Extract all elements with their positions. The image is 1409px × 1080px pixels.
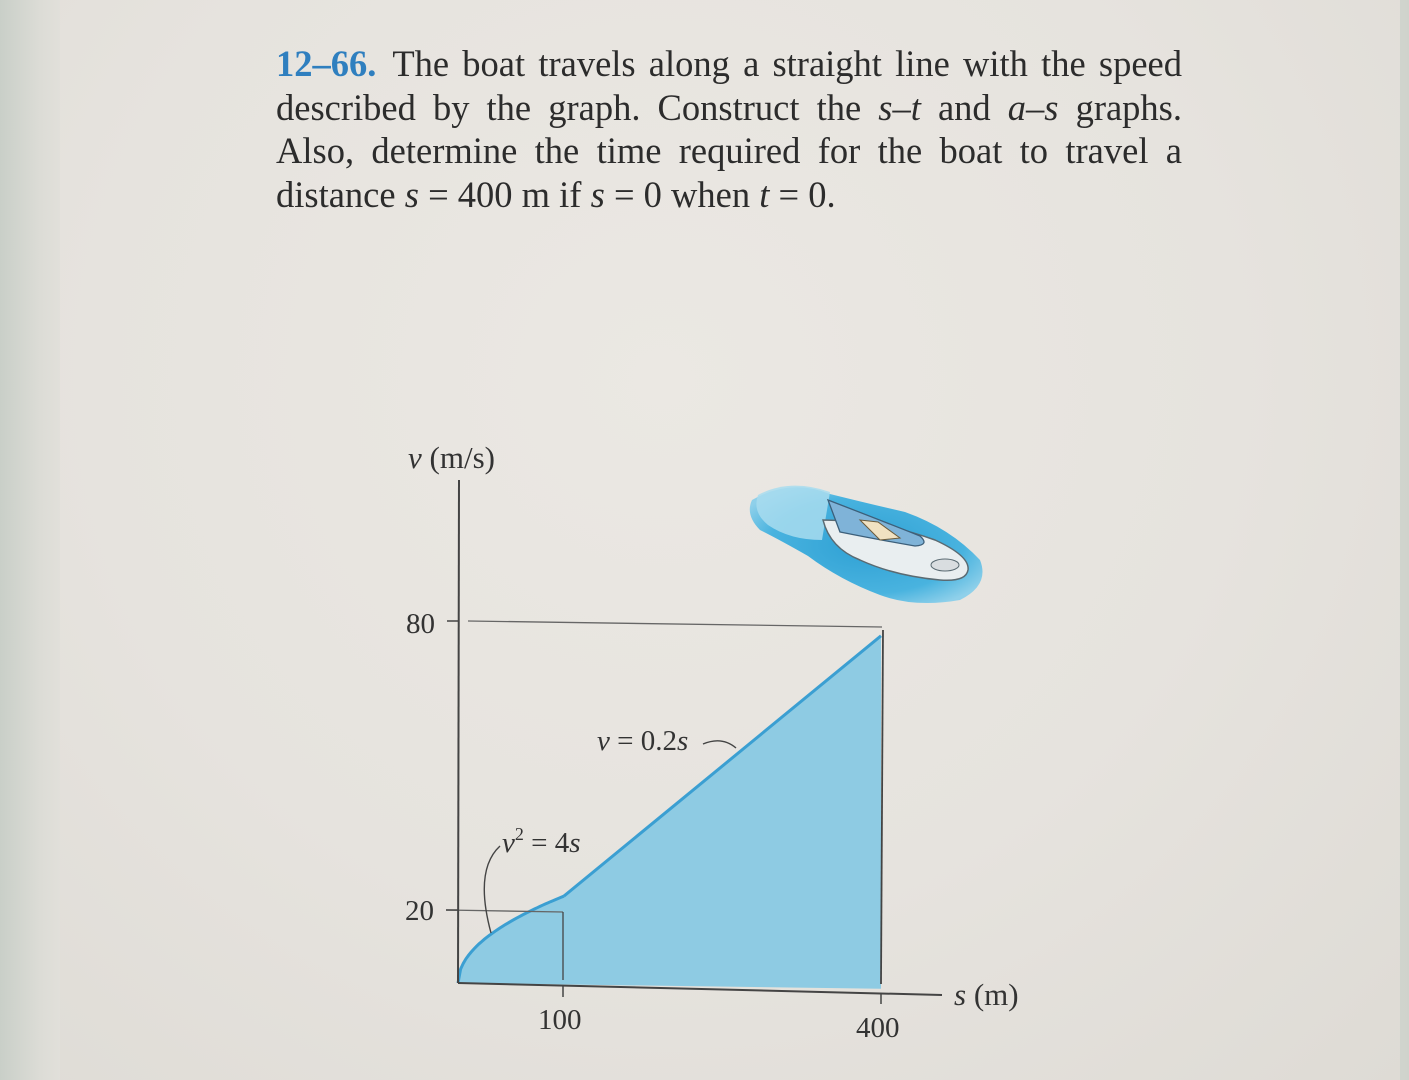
y-axis-label: v (m/s)	[408, 440, 495, 475]
problem-text-4: = 400 m if	[418, 173, 591, 215]
as-graph-label: a–s	[1007, 86, 1059, 128]
boat-nose	[931, 559, 959, 571]
y-tick-80: 80	[406, 608, 435, 640]
leader-linear	[703, 741, 736, 748]
y-axis	[458, 480, 459, 983]
equation-linear: v = 0.2s	[597, 725, 689, 757]
x-tick-100: 100	[538, 1004, 582, 1036]
boat-illustration	[750, 486, 983, 603]
guide-line-80	[468, 621, 882, 627]
y-tick-20: 20	[405, 895, 434, 927]
problem-text-6: = 0.	[769, 173, 836, 215]
problem-text-3: graphs. Also, determine the time required for the boat to travel a distance	[276, 86, 1183, 215]
st-graph-label: s–t	[878, 86, 921, 128]
x-axis-label: s (m)	[954, 977, 1019, 1012]
problem-text-5: = 0 when	[604, 173, 760, 215]
equation-parabolic: $v^2 = 4s$	[502, 824, 581, 859]
leader-parabolic	[484, 846, 500, 933]
x-tick-400: 400	[856, 1012, 900, 1044]
s-var-1: s	[404, 173, 419, 215]
problem-text-2: and	[920, 86, 1008, 128]
problem-number: 12–66.	[276, 43, 377, 84]
problem-text-1: The boat travels along a straight line with the speed described by the graph. Construct the	[276, 43, 1182, 128]
t-var: t	[759, 173, 770, 215]
s-var-2: s	[590, 173, 605, 215]
divider-at-400	[881, 630, 883, 984]
